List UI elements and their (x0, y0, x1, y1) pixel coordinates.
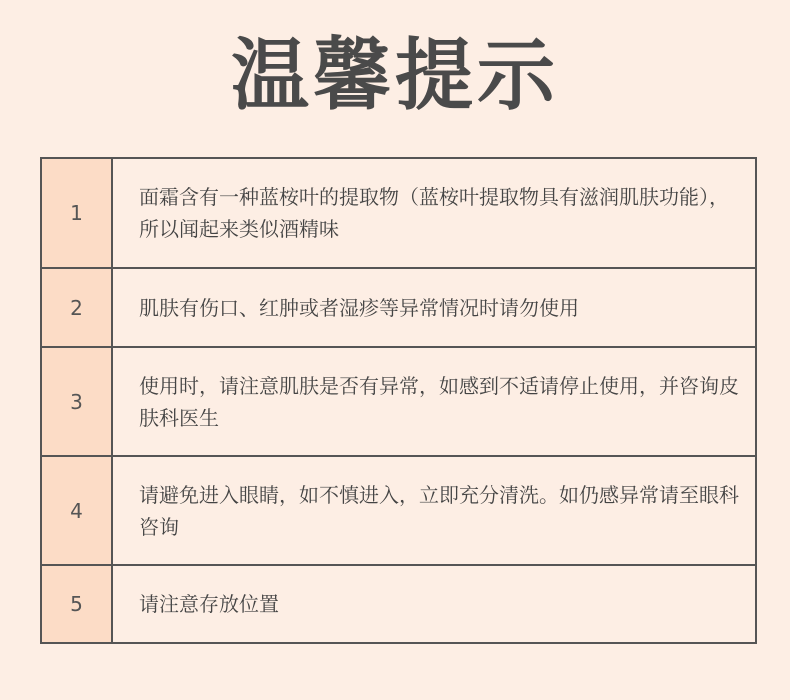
tips-table (40, 157, 757, 644)
page-title: 温馨提示 (230, 31, 559, 121)
table-row (42, 267, 755, 346)
row-number: 3 (42, 348, 113, 455)
row-text: 肌肤有伤口、红肿或者湿疹等异常情况时请勿使用 (139, 295, 579, 320)
row-number: 2 (42, 269, 113, 346)
table-row (42, 159, 755, 267)
row-text: 使用时，请注意肌肤是否有异常，如感到不适请停止使用，并咨询皮肤科医生 (139, 373, 739, 430)
row-text: 面霜含有一种蓝桉叶的提取物（蓝桉叶提取物具有滋润肌肤功能），所以闻起来类似酒精味 (139, 185, 729, 241)
table-row (42, 455, 755, 564)
row-number: 1 (42, 159, 113, 267)
row-text: 请避免进入眼睛，如不慎进入，立即充分清洗。如仍感异常请至眼科咨询 (139, 482, 739, 539)
row-number: 4 (42, 457, 113, 564)
row-text: 请注意存放位置 (139, 592, 279, 616)
table-row (42, 346, 755, 455)
row-number: 5 (42, 566, 113, 642)
table-row (42, 564, 755, 642)
